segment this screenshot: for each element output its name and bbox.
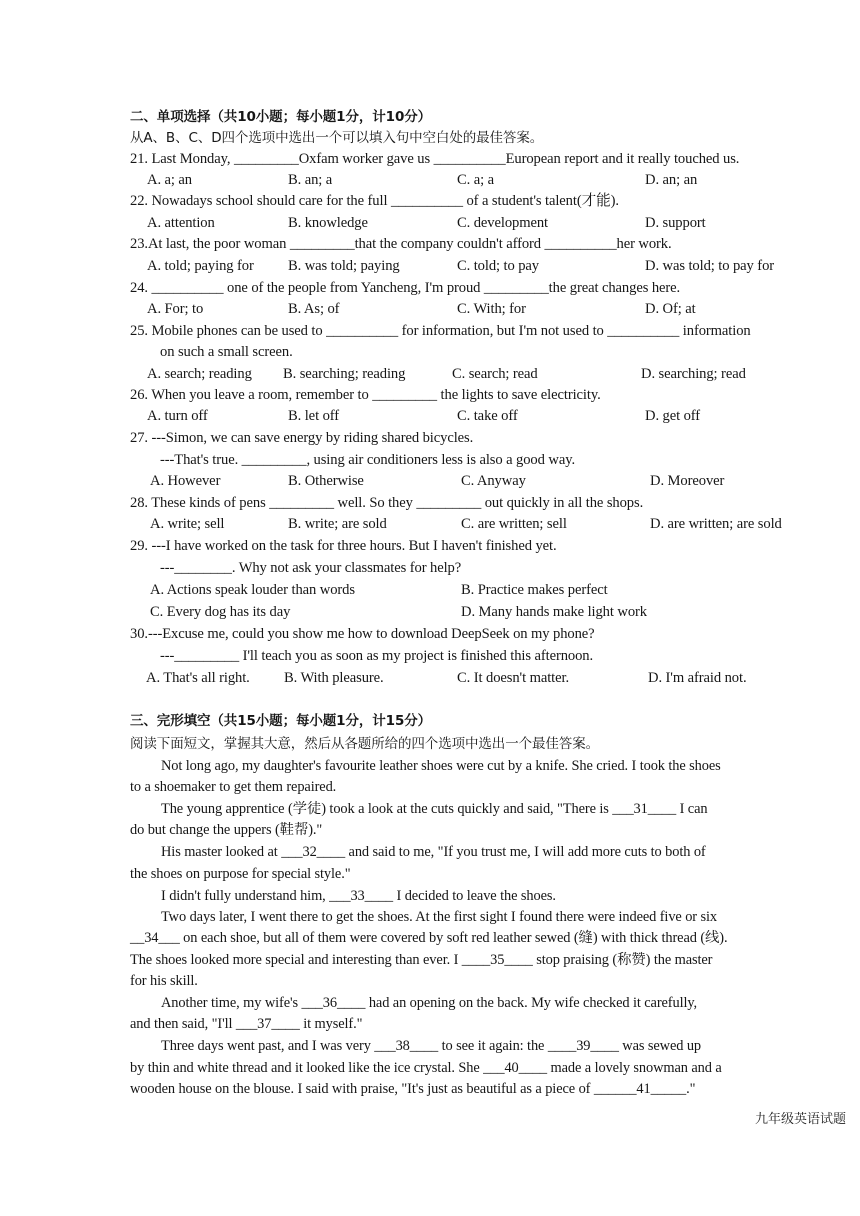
option-30-b: B. With pleasure. bbox=[284, 670, 384, 686]
question-30: 30.---Excuse me, could you show me how to download DeepSeek on my phone? bbox=[130, 626, 595, 642]
option-27-b: B. Otherwise bbox=[288, 473, 364, 489]
option-21-c: C. a; a bbox=[457, 172, 494, 188]
question-27: 27. ---Simon, we can save energy by riding shared bicycles. bbox=[130, 430, 474, 446]
passage-line: The shoes looked more special and interesting than ever. I ____35____ stop praising (称赞) the master bbox=[130, 952, 713, 968]
option-24-b: B. As; of bbox=[288, 301, 340, 317]
passage-line: the shoes on purpose for special style." bbox=[130, 866, 351, 882]
passage-line: I didn't fully understand him, ___33____ I decided to leave the shoes. bbox=[161, 888, 556, 904]
option-22-a: A. attention bbox=[147, 215, 215, 231]
option-22-c: C. development bbox=[457, 215, 549, 231]
section3-title: 三、完形填空（共15小题；每小题1分，计15分） bbox=[130, 713, 432, 729]
section2-instruction: 从A、B、C、D四个选项中选出一个可以填入句中空白处的最佳答案。 bbox=[130, 130, 544, 146]
option-24-d: D. Of; at bbox=[645, 301, 696, 317]
option-30-c: C. It doesn't matter. bbox=[457, 670, 569, 686]
option-26-d: D. get off bbox=[645, 408, 701, 424]
question-21: 21. Last Monday, _________Oxfam worker gave us __________European report and it really touched us. bbox=[130, 151, 740, 167]
option-22-d: D. support bbox=[645, 215, 706, 231]
option-25-b: B. searching; reading bbox=[283, 366, 406, 382]
option-26-b: B. let off bbox=[288, 408, 340, 424]
option-28-a: A. write; sell bbox=[150, 516, 225, 532]
option-21-a: A. a; an bbox=[147, 172, 192, 188]
option-29-b: B. Practice makes perfect bbox=[461, 582, 608, 598]
option-23-c: C. told; to pay bbox=[457, 258, 540, 274]
passage-line: The young apprentice (学徒) took a look at the cuts quickly and said, "There is ___31____ I can bbox=[161, 801, 708, 817]
option-22-b: B. knowledge bbox=[288, 215, 368, 231]
option-29-c: C. Every dog has its day bbox=[150, 604, 291, 620]
question-29-response: ---________. Why not ask your classmates for help? bbox=[160, 560, 462, 576]
option-30-d: D. I'm afraid not. bbox=[648, 670, 747, 686]
option-26-a: A. turn off bbox=[147, 408, 208, 424]
question-29: 29. ---I have worked on the task for three hours. But I haven't finished yet. bbox=[130, 538, 557, 554]
passage-line: His master looked at ___32____ and said to me, "If you trust me, I will add more cuts to both of bbox=[161, 844, 706, 860]
option-26-c: C. take off bbox=[457, 408, 518, 424]
section3-instruction: 阅读下面短文，掌握其大意，然后从各题所给的四个选项中选出一个最佳答案。 bbox=[130, 736, 599, 752]
option-28-b: B. write; are sold bbox=[288, 516, 387, 532]
question-27-response: ---That's true. _________, using air conditioners less is also a good way. bbox=[160, 452, 575, 468]
option-30-a: A. That's all right. bbox=[146, 670, 250, 686]
option-28-c: C. are written; sell bbox=[461, 516, 567, 532]
option-29-d: D. Many hands make light work bbox=[461, 604, 647, 620]
option-28-d: D. are written; are sold bbox=[650, 516, 782, 532]
option-25-a: A. search; reading bbox=[147, 366, 252, 382]
option-25-c: C. search; read bbox=[452, 366, 538, 382]
passage-line: by thin and white thread and it looked like the ice crystal. She ___40____ made a lovely snowman and a bbox=[130, 1060, 722, 1076]
passage-line: Three days went past, and I was very ___38____ to see it again: the ____39____ was sewed up bbox=[161, 1038, 702, 1054]
question-25-continued: on such a small screen. bbox=[160, 344, 293, 360]
passage-line: Another time, my wife's ___36____ had an opening on the back. My wife checked it carefully, bbox=[161, 995, 698, 1011]
option-21-d: D. an; an bbox=[645, 172, 698, 188]
question-24: 24. __________ one of the people from Yancheng, I'm proud _________the great changes here. bbox=[130, 280, 681, 296]
option-24-a: A. For; to bbox=[147, 301, 204, 317]
option-29-a: A. Actions speak louder than words bbox=[150, 582, 355, 598]
question-25: 25. Mobile phones can be used to __________ for information, but I'm not used to __________ information bbox=[130, 323, 751, 339]
passage-line: wooden house on the blouse. I said with praise, "It's just as beautiful as a piece of ______41_____." bbox=[130, 1081, 696, 1097]
passage-line: Two days later, I went there to get the shoes. At the first sight I found there were indeed five or six bbox=[161, 909, 717, 925]
page-footer: 九年级英语试题 bbox=[754, 1112, 846, 1127]
passage-line: Not long ago, my daughter's favourite leather shoes were cut by a knife. She cried. I took the shoes bbox=[161, 758, 721, 774]
section2-title: 二、单项选择（共10小题；每小题1分，计10分） bbox=[130, 109, 432, 125]
option-24-c: C. With; for bbox=[457, 301, 526, 317]
question-23: 23.At last, the poor woman _________that the company couldn't afford __________her work. bbox=[130, 236, 672, 252]
passage-line: to a shoemaker to get them repaired. bbox=[130, 779, 337, 795]
question-22: 22. Nowadays school should care for the full __________ of a student's talent(才能). bbox=[130, 193, 619, 209]
passage-line: and then said, "I'll ___37____ it myself." bbox=[130, 1016, 363, 1032]
option-23-a: A. told; paying for bbox=[147, 258, 254, 274]
option-23-b: B. was told; paying bbox=[288, 258, 400, 274]
passage-line: for his skill. bbox=[130, 973, 198, 989]
option-27-a: A. However bbox=[150, 473, 221, 489]
option-27-c: C. Anyway bbox=[461, 473, 526, 489]
question-30-response: ---_________ I'll teach you as soon as my project is finished this afternoon. bbox=[160, 648, 594, 664]
passage-line: __34___ on each shoe, but all of them were covered by soft red leather sewed (缝) with thick thread (线). bbox=[130, 930, 728, 946]
option-27-d: D. Moreover bbox=[650, 473, 725, 489]
passage-line: do but change the uppers (鞋帮)." bbox=[130, 822, 323, 838]
option-25-d: D. searching; read bbox=[641, 366, 746, 382]
question-28: 28. These kinds of pens _________ well. So they _________ out quickly in all the shops. bbox=[130, 495, 644, 511]
option-23-d: D. was told; to pay for bbox=[645, 258, 775, 274]
question-26: 26. When you leave a room, remember to _________ the lights to save electricity. bbox=[130, 387, 601, 403]
option-21-b: B. an; a bbox=[288, 172, 333, 188]
